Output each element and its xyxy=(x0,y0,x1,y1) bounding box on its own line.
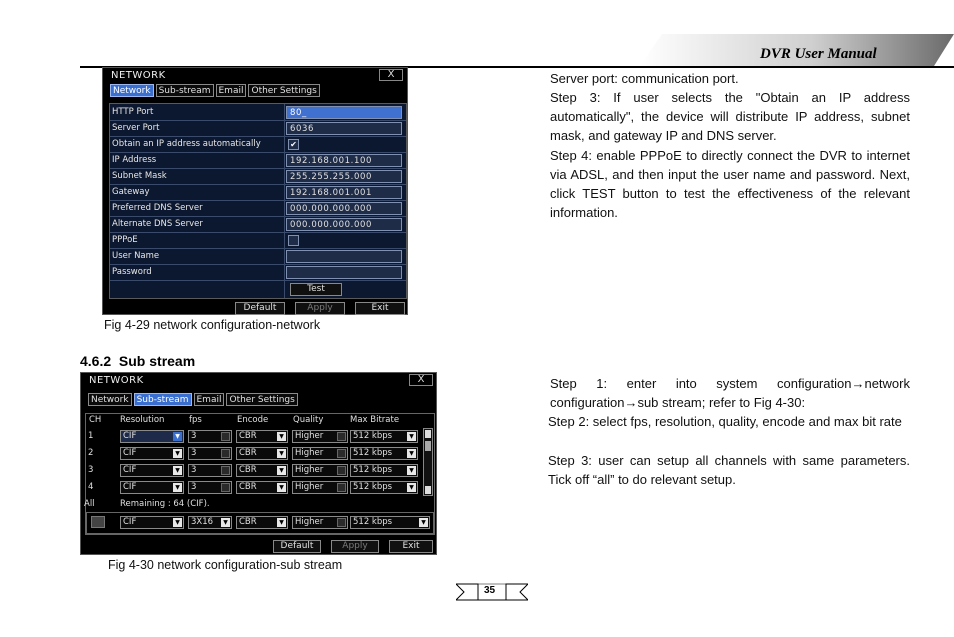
col-header-resolution: Resolution xyxy=(120,415,165,425)
bitrate-value: 512 kbps xyxy=(353,431,393,441)
server-port-input[interactable]: 6036 xyxy=(286,122,402,135)
text-sub-step3: Step 3: user can setup all channels with same parameters. Tick off “all” to do relevant setup. xyxy=(548,453,910,487)
exit-button[interactable]: Exit xyxy=(389,540,433,553)
quality-value: Higher xyxy=(295,482,324,492)
resolution-value: CIF xyxy=(123,431,137,441)
gateway-input[interactable]: 192.168.001.001 xyxy=(286,186,402,199)
row-label: User Name xyxy=(112,251,160,261)
pppoe-checkbox[interactable] xyxy=(288,235,299,246)
quality-value: Higher xyxy=(295,465,324,475)
arrow-icon: → xyxy=(851,376,865,391)
text-step3: Step 3: If user selects the "Obtain an IP address automatically", the device will distribute IP address, subnet mask, and gateway IP and DNS server. xyxy=(550,90,910,143)
channel-number: 1 xyxy=(88,431,94,441)
row-obtain-ip xyxy=(110,137,406,153)
scrollbar[interactable] xyxy=(423,428,433,496)
scroll-up-icon[interactable] xyxy=(425,430,431,438)
all-encode-select[interactable] xyxy=(236,516,288,529)
row-server-port xyxy=(110,121,406,137)
remaining-text: Remaining : 64 (CIF). xyxy=(120,499,210,509)
row-label: PPPoE xyxy=(112,235,138,245)
row-pppoe xyxy=(110,233,406,249)
substream-table xyxy=(85,413,435,535)
bitrate-value: 512 kbps xyxy=(353,482,393,492)
quality-select[interactable] xyxy=(292,464,348,477)
all-resolution-select[interactable] xyxy=(120,516,184,529)
dropdown-square-icon xyxy=(221,466,230,475)
quality-value: Higher xyxy=(295,431,324,441)
dropdown-square-icon xyxy=(221,483,230,492)
dropdown-square-icon xyxy=(221,449,230,458)
apply-button[interactable]: Apply xyxy=(295,302,345,315)
tab-bar xyxy=(110,84,320,97)
bitrate-select[interactable] xyxy=(350,464,418,477)
quality-value: Higher xyxy=(295,517,324,527)
row-label: Server Port xyxy=(112,123,160,133)
dropdown-square-icon xyxy=(337,449,346,458)
tab-sub-stream[interactable]: Sub-stream xyxy=(134,393,192,406)
col-header-quality: Quality xyxy=(293,415,324,425)
scroll-thumb[interactable] xyxy=(425,441,431,451)
encode-value: CBR xyxy=(239,517,257,527)
chevron-down-icon: ▼ xyxy=(277,518,286,527)
channel-number: 3 xyxy=(88,465,94,475)
manual-title: DVR User Manual xyxy=(760,46,877,62)
dialog-title: NETWORK xyxy=(111,70,166,81)
col-header-max-bitrate: Max Bitrate xyxy=(350,415,400,425)
arrow-icon: → xyxy=(624,395,638,410)
chevron-down-icon: ▼ xyxy=(173,466,182,475)
figure-caption: Fig 4-30 network configuration-sub stream xyxy=(108,558,343,572)
ip-address-input[interactable]: 192.168.001.100 xyxy=(286,154,402,167)
dropdown-square-icon xyxy=(337,483,346,492)
bitrate-value: 512 kbps xyxy=(353,465,393,475)
row-label: Password xyxy=(112,267,152,277)
row-label: Preferred DNS Server xyxy=(112,203,203,213)
chevron-down-icon: ▼ xyxy=(277,483,286,492)
row-label: Subnet Mask xyxy=(112,171,167,181)
channel-number: 2 xyxy=(88,448,94,458)
row-preferred-dns xyxy=(110,201,406,217)
fps-value: 3X16 xyxy=(191,517,214,527)
encode-select[interactable] xyxy=(236,481,288,494)
row-label: Alternate DNS Server xyxy=(112,219,203,229)
row-subnet-mask xyxy=(110,169,406,185)
row-alternate-dns xyxy=(110,217,406,233)
page-number: 35 xyxy=(484,585,496,596)
fps-value: 3 xyxy=(191,482,197,492)
row-http-port xyxy=(110,105,406,121)
resolution-value: CIF xyxy=(123,465,137,475)
encode-value: CBR xyxy=(239,465,257,475)
all-checkbox[interactable] xyxy=(91,516,105,528)
default-button[interactable]: Default xyxy=(235,302,285,315)
col-header-encode: Encode xyxy=(237,415,269,425)
dropdown-square-icon xyxy=(337,518,346,527)
resolution-select[interactable] xyxy=(120,464,184,477)
all-fps-select[interactable] xyxy=(188,516,232,529)
quality-value: Higher xyxy=(295,448,324,458)
alternate-dns-input[interactable]: 000.000.000.000 xyxy=(286,218,402,231)
resolution-value: CIF xyxy=(123,482,137,492)
chevron-down-icon: ▼ xyxy=(173,432,182,441)
bitrate-select[interactable] xyxy=(350,481,418,494)
dropdown-square-icon xyxy=(337,466,346,475)
chevron-down-icon: ▼ xyxy=(407,449,416,458)
user-name-input[interactable] xyxy=(286,250,402,263)
all-bitrate-select[interactable] xyxy=(350,516,430,529)
fps-select[interactable] xyxy=(188,481,232,494)
http-port-input[interactable]: 80_ xyxy=(286,106,402,119)
exit-button[interactable]: Exit xyxy=(355,302,405,315)
text-sub-step2: Step 2: select fps, resolution, quality, encode and max bit rate xyxy=(548,414,902,429)
obtain-ip-checkbox[interactable]: ✔ xyxy=(288,139,299,150)
step1-part-a: Step 1: enter into system configuration xyxy=(550,376,852,391)
step1-part-b: network configuration xyxy=(550,376,910,410)
subnet-mask-input[interactable]: 255.255.255.000 xyxy=(286,170,402,183)
chevron-down-icon: ▼ xyxy=(173,449,182,458)
row-label: IP Address xyxy=(112,155,157,165)
encode-select[interactable] xyxy=(236,430,288,443)
all-quality-select[interactable] xyxy=(292,516,348,529)
row-label: HTTP Port xyxy=(112,107,154,117)
encode-select[interactable] xyxy=(236,447,288,460)
fps-value: 3 xyxy=(191,448,197,458)
bitrate-value: 512 kbps xyxy=(353,517,393,527)
fps-select[interactable] xyxy=(188,464,232,477)
chevron-down-icon: ▼ xyxy=(419,518,428,527)
encode-value: CBR xyxy=(239,482,257,492)
fps-value: 3 xyxy=(191,465,197,475)
bitrate-select[interactable] xyxy=(350,447,418,460)
fps-select[interactable] xyxy=(188,430,232,443)
row-label: Obtain an IP address automatically xyxy=(112,139,261,149)
tab-network[interactable]: Network xyxy=(88,393,132,406)
quality-select[interactable] xyxy=(292,430,348,443)
preferred-dns-input[interactable]: 000.000.000.000 xyxy=(286,202,402,215)
encode-select[interactable] xyxy=(236,464,288,477)
apply-button[interactable]: Apply xyxy=(331,540,379,553)
chevron-down-icon: ▼ xyxy=(277,432,286,441)
channel-number: 4 xyxy=(88,482,94,492)
chevron-down-icon: ▼ xyxy=(221,518,230,527)
chevron-down-icon: ▼ xyxy=(173,518,182,527)
bitrate-value: 512 kbps xyxy=(353,448,393,458)
resolution-value: CIF xyxy=(123,448,137,458)
all-label: All xyxy=(84,499,95,509)
default-button[interactable]: Default xyxy=(273,540,321,553)
text-step4: Step 4: enable PPPoE to directly connect the DVR to internet via ADSL, and then input the user name and password. Next, click TEST button to test the effectiveness of the relevant information. xyxy=(550,148,910,220)
password-input[interactable] xyxy=(286,266,402,279)
tab-sub-stream[interactable]: Sub-stream xyxy=(156,84,214,97)
fps-value: 3 xyxy=(191,431,197,441)
resolution-value: CIF xyxy=(123,517,137,527)
resolution-select[interactable] xyxy=(120,447,184,460)
col-header-ch: CH xyxy=(89,415,102,425)
substream-dialog xyxy=(80,372,437,555)
row-label: Gateway xyxy=(112,187,150,197)
row-ip-address xyxy=(110,153,406,169)
fps-select[interactable] xyxy=(188,447,232,460)
tab-email[interactable]: Email xyxy=(216,84,247,97)
quality-select[interactable] xyxy=(292,447,348,460)
col-header-fps: fps xyxy=(189,415,202,425)
row-password xyxy=(110,265,406,281)
tab-other-settings[interactable]: Other Settings xyxy=(248,84,319,97)
section-heading: 4.6.2 Sub stream xyxy=(80,353,196,369)
tab-email[interactable]: Email xyxy=(194,393,225,406)
network-settings-panel xyxy=(109,103,407,299)
network-dialog xyxy=(102,67,408,315)
bitrate-select[interactable] xyxy=(350,430,418,443)
dialog-title: NETWORK xyxy=(89,375,144,386)
chevron-down-icon: ▼ xyxy=(407,432,416,441)
tab-bar xyxy=(88,393,298,406)
encode-value: CBR xyxy=(239,448,257,458)
figure-caption: Fig 4-29 network configuration-network xyxy=(104,318,321,332)
resolution-select[interactable] xyxy=(120,481,184,494)
row-user-name xyxy=(110,249,406,265)
dropdown-square-icon xyxy=(337,432,346,441)
close-button[interactable]: X xyxy=(379,69,403,81)
tab-network[interactable]: Network xyxy=(110,84,154,97)
scroll-down-icon[interactable] xyxy=(425,486,431,494)
chevron-down-icon: ▼ xyxy=(407,483,416,492)
chevron-down-icon: ▼ xyxy=(277,466,286,475)
encode-value: CBR xyxy=(239,431,257,441)
resolution-select[interactable] xyxy=(120,430,184,443)
dropdown-square-icon xyxy=(221,432,230,441)
text-sub-step1 xyxy=(550,374,910,412)
chevron-down-icon: ▼ xyxy=(407,466,416,475)
quality-select[interactable] xyxy=(292,481,348,494)
test-button[interactable]: Test xyxy=(290,283,342,296)
tab-other-settings[interactable]: Other Settings xyxy=(226,393,297,406)
close-button[interactable]: X xyxy=(409,374,433,386)
chevron-down-icon: ▼ xyxy=(277,449,286,458)
text-server-port: Server port: communication port. xyxy=(550,71,739,86)
step1-part-c: sub stream; refer to Fig 4-30: xyxy=(637,395,806,410)
row-gateway xyxy=(110,185,406,201)
chevron-down-icon: ▼ xyxy=(173,483,182,492)
